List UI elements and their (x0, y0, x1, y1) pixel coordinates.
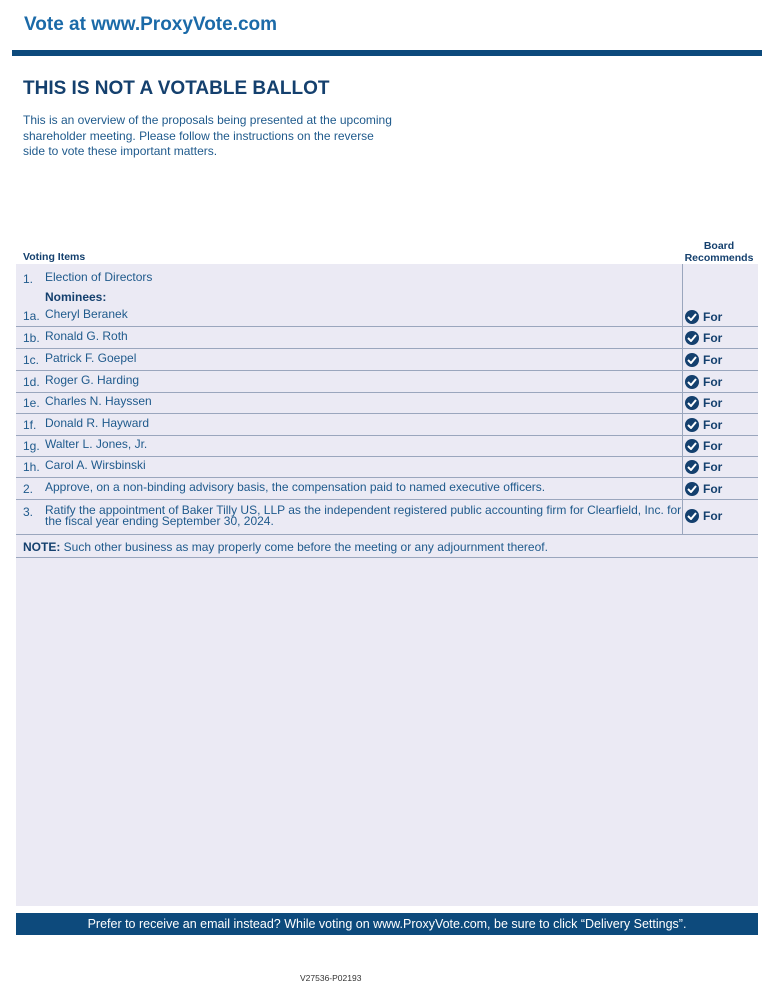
ballot-title: THIS IS NOT A VOTABLE BALLOT (23, 78, 330, 99)
item-number: 1. (23, 272, 34, 286)
recommendation-label: For (703, 418, 723, 432)
check-circle-icon (685, 460, 699, 474)
item-row-3 (16, 500, 758, 535)
item-text: Ratify the appointment of Baker Tilly US, LLP as the independent registered public accounting firm for Clearfield, Inc. for the fiscal year ending September 30, 2024. (45, 503, 682, 528)
nominees-label: Nominees: (45, 290, 107, 304)
document-code: V27536-P02193 (300, 973, 362, 983)
ballot-intro: This is an overview of the proposals being presented at the upcoming shareholder meeting. Please follow the instructions on the reverse side to vote these important matters. (23, 113, 392, 158)
check-circle-icon (685, 482, 699, 496)
board-header-line1: Board (703, 240, 735, 252)
item-text: Ronald G. Roth (45, 329, 128, 343)
item-row-1d (16, 371, 758, 393)
voting-items-header: Voting Items (23, 251, 86, 263)
item-text: Cheryl Beranek (45, 307, 128, 321)
header-rule (12, 50, 762, 56)
item-text: Election of Directors (45, 270, 153, 284)
recommendation (685, 353, 722, 367)
column-divider (682, 264, 683, 534)
header-title: Vote at www.ProxyVote.com (24, 14, 278, 35)
check-circle-icon (685, 396, 699, 410)
item-text: Roger G. Harding (45, 373, 140, 387)
recommendation (685, 331, 722, 345)
board-header-line2: Recommends (684, 251, 754, 264)
item-row-1g (16, 435, 758, 457)
recommendation-label: For (703, 375, 723, 389)
item-number: 1d. (23, 375, 40, 389)
recommendation-label: For (703, 331, 723, 345)
item-text: Donald R. Hayward (45, 416, 150, 430)
recommendation (685, 509, 722, 523)
item-text: Carol A. Wirsbinski (45, 458, 146, 472)
item-number: 2. (23, 482, 34, 496)
item-text: Walter L. Jones, Jr. (45, 437, 148, 451)
board-recommends-header (680, 241, 758, 264)
note-text: Such other business as may properly come before the meeting or any adjournment thereof. (60, 540, 548, 554)
recommendation-label: For (703, 482, 723, 496)
item-row-1e (16, 392, 758, 414)
recommendation-label: For (703, 509, 723, 523)
item-row-1h (16, 457, 758, 478)
item-text: Charles N. Hayssen (45, 394, 152, 408)
item-number: 1b. (23, 331, 40, 345)
item-number: 1h. (23, 460, 40, 474)
recommendation (685, 310, 722, 324)
item-row-1c (16, 349, 758, 371)
item-row-2 (16, 478, 758, 500)
recommendation (685, 482, 722, 496)
check-circle-icon (685, 418, 699, 432)
delivery-settings-banner: Prefer to receive an email instead? While voting on www.ProxyVote.com, be sure to click “Delivery Settings”. (16, 913, 758, 935)
item-number: 1e. (23, 396, 40, 410)
recommendation (685, 396, 722, 410)
check-circle-icon (685, 353, 699, 367)
recommendation (685, 460, 722, 474)
recommendation-label: For (703, 396, 723, 410)
item-number: 1f. (23, 418, 37, 432)
item-row-1 (16, 264, 758, 327)
note-label: NOTE: (23, 540, 61, 554)
check-circle-icon (685, 509, 699, 523)
item-text: Patrick F. Goepel (45, 351, 137, 365)
item-number: 3. (23, 505, 34, 519)
recommendation (685, 375, 722, 389)
recommendation-label: For (703, 310, 723, 324)
recommendation-label: For (703, 460, 723, 474)
item-text: Approve, on a non-binding advisory basis, the compensation paid to named executive officers. (45, 480, 546, 494)
recommendation-label: For (703, 353, 723, 367)
item-row-1f (16, 414, 758, 436)
recommendation-label: For (703, 439, 723, 453)
check-circle-icon (685, 439, 699, 453)
note-row-border (16, 535, 758, 558)
recommendation (685, 439, 722, 453)
recommendation (685, 418, 722, 432)
item-number: 1g. (23, 439, 40, 453)
item-number: 1a. (23, 309, 40, 323)
item-row-1b (16, 327, 758, 349)
check-circle-icon (685, 375, 699, 389)
check-circle-icon (685, 310, 699, 324)
check-circle-icon (685, 331, 699, 345)
item-number: 1c. (23, 353, 40, 367)
